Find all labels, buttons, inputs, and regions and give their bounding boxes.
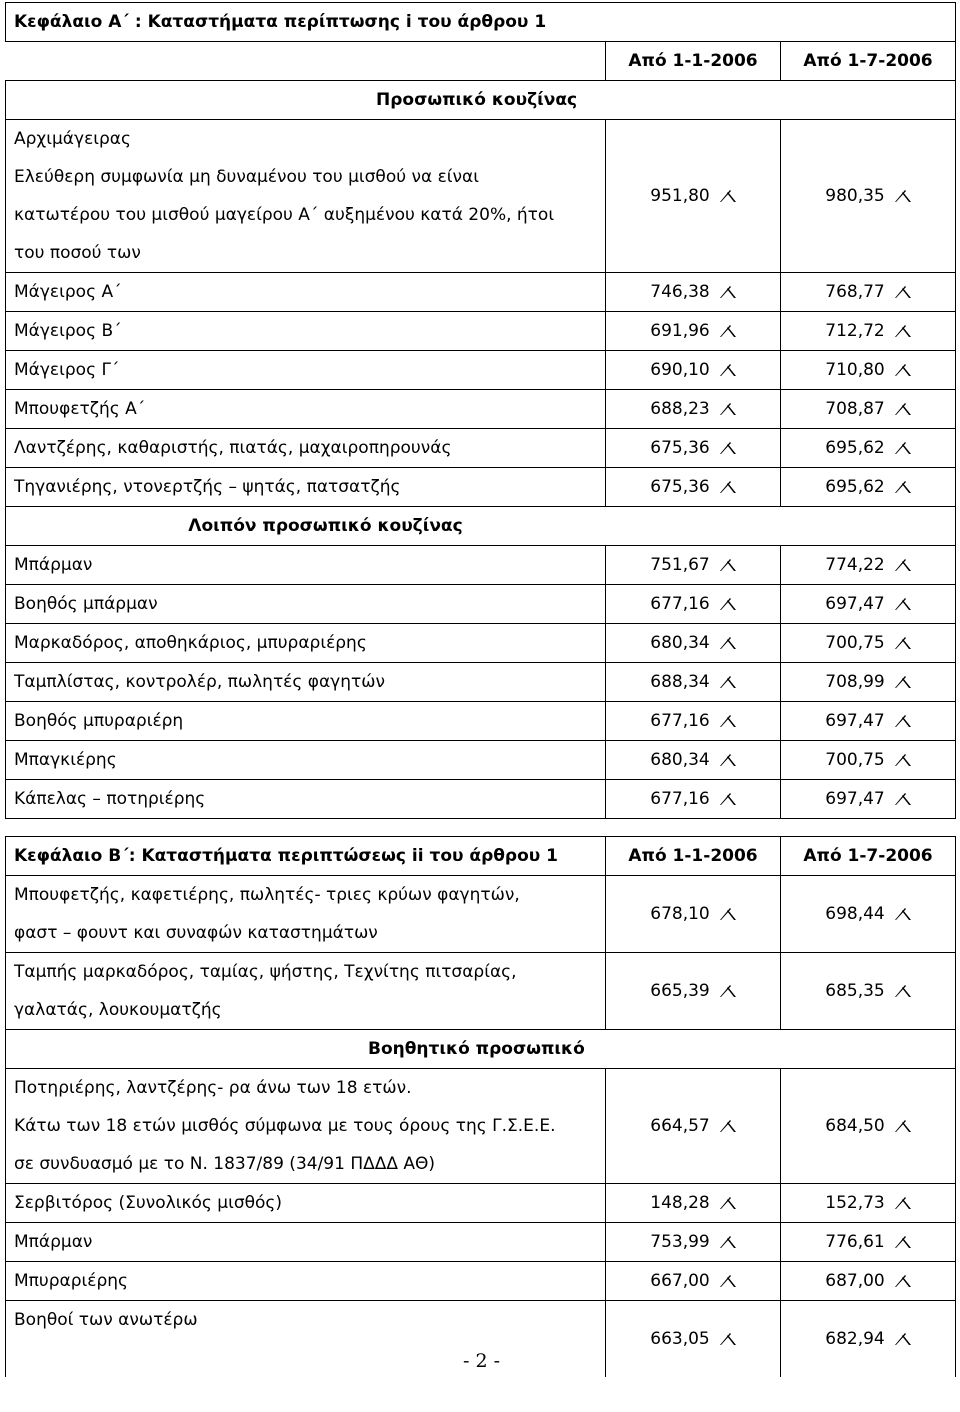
row-v2: 695,62	[825, 477, 885, 497]
euro-icon	[720, 362, 736, 376]
table-row	[6, 1262, 956, 1301]
head-chef-desc-1: Ελεύθερη συμφωνία μη δυναμένου του μισθού να είναι	[14, 167, 479, 187]
other-rows	[6, 546, 956, 819]
euro-icon	[895, 1273, 911, 1287]
euro-icon	[720, 188, 736, 202]
row-v1: 663,05	[650, 1328, 710, 1349]
table-row	[6, 312, 956, 351]
table-row	[6, 663, 956, 702]
section-b-title: Κεφάλαιο Β΄: Καταστήματα περιπτώσεως ii του άρθρου 1	[6, 837, 606, 876]
row-label: Σερβιτόρος (Συνολικός μισθός)	[6, 1184, 606, 1223]
table-row	[6, 390, 956, 429]
row-v1: 690,10	[650, 360, 710, 380]
row-label: Μαρκαδόρος, αποθηκάριος, μπυραριέρης	[6, 624, 606, 663]
row-label: Βοηθός μπυραριέρη	[6, 702, 606, 741]
euro-icon	[895, 557, 911, 571]
table-row	[6, 1184, 956, 1223]
row-v1: 746,38	[650, 282, 710, 302]
head-chef-desc-3: του ποσού των	[14, 243, 141, 263]
euro-icon	[895, 323, 911, 337]
row-v2: 700,75	[825, 750, 885, 770]
table-row	[6, 741, 956, 780]
row-v2: 700,75	[825, 633, 885, 653]
euro-icon	[895, 188, 911, 202]
row-label: Βοηθός μπάρμαν	[6, 585, 606, 624]
row-v1: 691,96	[650, 321, 710, 341]
row-label: Ταμπλίστας, κοντρολέρ, πωλητές φαγητών	[6, 663, 606, 702]
table-row	[6, 273, 956, 312]
table-row	[6, 876, 956, 953]
aux-desc-2: Κάτω των 18 ετών μισθός σύμφωνα με τους όρους της Γ.Σ.Ε.Ε.	[14, 1116, 556, 1136]
head-chef-cell	[6, 120, 606, 273]
euro-icon	[720, 752, 736, 766]
section-a-col1-header: Από 1-1-2006	[606, 42, 781, 81]
row-v1: 688,23	[650, 399, 710, 419]
section-a-table	[5, 2, 956, 819]
aux-desc-3: σε συνδυασμό με το Ν. 1837/89 (34/91 ΠΔΔΔ ΑΘ)	[14, 1154, 436, 1174]
row-label: Μπυραριέρης	[6, 1262, 606, 1301]
row-v1: 680,34	[650, 750, 710, 770]
row-v2: 774,22	[825, 555, 885, 575]
section-b-col2-header: Από 1-7-2006	[781, 837, 956, 876]
row-v1: 753,99	[650, 1232, 710, 1252]
section-b-table	[5, 836, 956, 1377]
row-label: Μπάρμαν	[6, 546, 606, 585]
euro-icon	[895, 1195, 911, 1209]
row-v2: 710,80	[825, 360, 885, 380]
euro-icon	[720, 713, 736, 727]
euro-icon	[720, 1273, 736, 1287]
euro-icon	[895, 791, 911, 805]
table-row	[6, 1069, 956, 1184]
row-label: Μάγειρος Β΄	[6, 312, 606, 351]
section-a-title: Κεφάλαιο Α΄ : Καταστήματα περίπτωσης i του άρθρου 1	[6, 3, 956, 42]
row-v1: 148,28	[650, 1193, 710, 1213]
row-v1: 675,36	[650, 438, 710, 458]
euro-icon	[895, 983, 911, 997]
kitchen-rows	[6, 273, 956, 507]
row-v2: 697,47	[825, 711, 885, 731]
euro-icon	[895, 440, 911, 454]
row-v2: 697,47	[825, 789, 885, 809]
head-chef-v2: 980,35	[825, 186, 885, 206]
row-label: Μπουφετζής Α΄	[6, 390, 606, 429]
row-label: Μπάρμαν	[6, 1223, 606, 1262]
row-line-2: φαστ – φουντ και συναφών καταστημάτων	[14, 923, 378, 943]
row-v2: 776,61	[825, 1232, 885, 1252]
table-row	[6, 953, 956, 1030]
euro-icon	[720, 440, 736, 454]
table-row	[6, 351, 956, 390]
row-v2: 687,00	[825, 1271, 885, 1291]
euro-icon	[895, 1118, 911, 1132]
row-v1: 677,16	[650, 711, 710, 731]
head-chef-v2-cell	[781, 120, 956, 273]
row-v1: 751,67	[650, 555, 710, 575]
other-kitchen-header-text: Λοιπόν προσωπικό κουζίνας	[188, 516, 463, 536]
euro-icon	[720, 791, 736, 805]
section-b-col1-header: Από 1-1-2006	[606, 837, 781, 876]
row-line-2: γαλατάς, λουκουματζής	[14, 1000, 222, 1020]
row-v2: 768,77	[825, 282, 885, 302]
kitchen-header: Προσωπικό κουζίνας	[376, 90, 578, 110]
row-v1: 680,34	[650, 633, 710, 653]
euro-icon	[720, 1195, 736, 1209]
table-row	[6, 429, 956, 468]
row-v2: 685,35	[825, 981, 885, 1001]
row-label: Μάγειρος Α΄	[6, 273, 606, 312]
table-row	[6, 1223, 956, 1262]
page-number: - 2 -	[463, 1350, 501, 1372]
euro-icon	[720, 557, 736, 571]
euro-icon	[895, 362, 911, 376]
euro-icon	[720, 596, 736, 610]
aux-desc-1: Ποτηριέρης, λαντζέρης- ρα άνω των 18 ετών.	[14, 1078, 412, 1098]
euro-icon	[895, 635, 911, 649]
row-label: Μάγειρος Γ΄	[6, 351, 606, 390]
row-label: Κάπελας – ποτηριέρης	[6, 780, 606, 819]
aux-v1: 664,57	[650, 1116, 710, 1136]
row-line-1: Μπουφετζής, καφετιέρης, πωλητές- τριες κρύων φαγητών,	[14, 885, 520, 905]
row-v2: 708,99	[825, 672, 885, 692]
table-row	[6, 468, 956, 507]
row-v2: 152,73	[825, 1193, 885, 1213]
euro-icon	[895, 596, 911, 610]
row-label: Βοηθοί των ανωτέρω	[6, 1301, 606, 1377]
aux-header: Βοηθητικό προσωπικό	[368, 1039, 585, 1059]
row-v2: 698,44	[825, 904, 885, 924]
euro-icon	[720, 284, 736, 298]
row-v2: 697,47	[825, 594, 885, 614]
euro-icon	[720, 674, 736, 688]
section-a-col2-header: Από 1-7-2006	[781, 42, 956, 81]
row-v1: 665,39	[650, 981, 710, 1001]
euro-icon	[895, 479, 911, 493]
aux-v2: 684,50	[825, 1116, 885, 1136]
euro-icon	[895, 284, 911, 298]
head-chef-label: Αρχιμάγειρας	[14, 129, 131, 149]
head-chef-desc-2: κατωτέρου του μισθού μαγείρου Α΄ αυξημένου κατά 20%, ήτοι	[14, 205, 555, 225]
row-v1: 677,16	[650, 789, 710, 809]
euro-icon	[895, 674, 911, 688]
row-v1: 688,34	[650, 672, 710, 692]
row-v2: 712,72	[825, 321, 885, 341]
euro-icon	[895, 906, 911, 920]
euro-icon	[720, 1118, 736, 1132]
euro-icon	[720, 635, 736, 649]
row-v1: 667,00	[650, 1271, 710, 1291]
row-v2: 708,87	[825, 399, 885, 419]
euro-icon	[720, 1234, 736, 1248]
row-v2: 682,94	[825, 1328, 885, 1349]
head-chef-v1: 951,80	[650, 186, 710, 206]
euro-icon	[720, 323, 736, 337]
row-line-1: Ταμπής μαρκαδόρος, ταμίας, ψήστης, Τεχνίτης πιτσαρίας,	[14, 962, 517, 982]
table-row	[6, 546, 956, 585]
euro-icon	[720, 401, 736, 415]
row-label: Μπαγκιέρης	[6, 741, 606, 780]
euro-icon	[895, 713, 911, 727]
row-label: Λαντζέρης, καθαριστής, πιατάς, μαχαιροπηρουνάς	[6, 429, 606, 468]
row-v1: 677,16	[650, 594, 710, 614]
euro-icon	[895, 1234, 911, 1248]
table-row	[6, 624, 956, 663]
head-chef-v1-cell	[606, 120, 781, 273]
row-label: Τηγανιέρης, ντονερτζής – ψητάς, πατσατζής	[6, 468, 606, 507]
other-kitchen-header	[6, 507, 956, 546]
row-v1: 675,36	[650, 477, 710, 497]
row-v1: 678,10	[650, 904, 710, 924]
euro-icon	[895, 1331, 911, 1345]
table-row	[6, 585, 956, 624]
euro-icon	[895, 401, 911, 415]
table-row	[6, 702, 956, 741]
euro-icon	[895, 752, 911, 766]
euro-icon	[720, 906, 736, 920]
table-row	[6, 780, 956, 819]
euro-icon	[720, 1331, 736, 1345]
euro-icon	[720, 479, 736, 493]
euro-icon	[720, 983, 736, 997]
row-v2: 695,62	[825, 438, 885, 458]
